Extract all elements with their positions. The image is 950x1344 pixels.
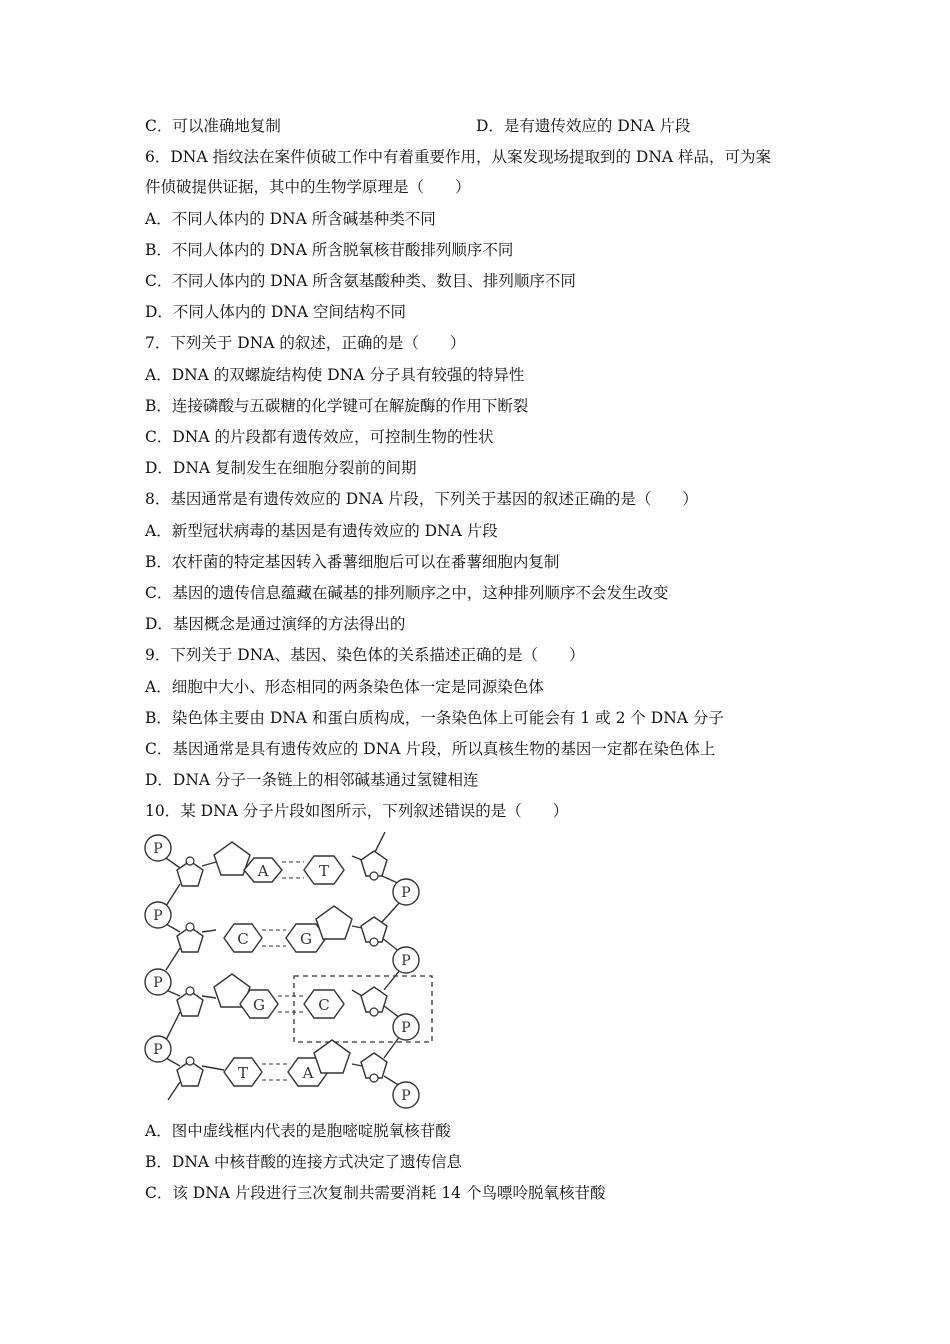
q9-stem: 9．下列关于 DNA、基因、染色体的关系描述正确的是（ ）	[145, 646, 585, 664]
q6-option-c: C．不同人体内的 DNA 所含氨基酸种类、数目、排列顺序不同	[145, 272, 576, 290]
q7-stem: 7．下列关于 DNA 的叙述，正确的是（ ）	[145, 334, 466, 352]
q7-option-c: C．DNA 的片段都有遗传效应，可控制生物的性状	[145, 428, 494, 446]
phosphate-label: P	[401, 885, 411, 901]
q10-stem: 10．某 DNA 分子片段如图所示，下列叙述错误的是（ ）	[145, 802, 569, 820]
q9-option-b: B．染色体主要由 DNA 和蛋白质构成，一条染色体上可能会有 1 或 2 个 DNA 分子	[145, 709, 724, 727]
q8-option-b: B．农杆菌的特定基因转入番薯细胞后可以在番薯细胞内复制	[145, 553, 560, 571]
q10-option-b: B．DNA 中核苷酸的连接方式决定了遗传信息	[145, 1153, 463, 1171]
base-g: G	[300, 930, 312, 948]
phosphate-label: P	[153, 975, 163, 991]
q9-option-a: A．细胞中大小、形态相同的两条染色体一定是同源染色体	[145, 678, 544, 696]
phosphate-label: P	[401, 1020, 411, 1036]
phosphate-label: P	[401, 953, 411, 969]
nucleotide-pair-4	[177, 1040, 387, 1086]
phosphate-label: P	[153, 1042, 163, 1058]
phosphate-label: P	[153, 908, 163, 924]
q8-option-d: D．基因概念是通过演绎的方法得出的	[145, 615, 406, 633]
base-a: A	[302, 1064, 314, 1082]
q5-option-c: C．可以准确地复制	[145, 117, 281, 135]
dna-structure-diagram	[140, 832, 440, 1110]
q6-stem-line2: 件侦破提供证据，其中的生物学原理是（ ）	[145, 178, 471, 196]
phosphate-label: P	[153, 841, 163, 857]
q8-option-a: A．新型冠状病毒的基因是有遗传效应的 DNA 片段	[145, 522, 498, 540]
base-c: C	[318, 996, 330, 1014]
q7-option-a: A．DNA 的双螺旋结构使 DNA 分子具有较强的特异性	[145, 366, 525, 384]
nucleotide-pair-2	[177, 906, 387, 952]
q7-option-b: B．连接磷酸与五碳糖的化学键可在解旋酶的作用下断裂	[145, 397, 529, 415]
base-a: A	[257, 862, 269, 880]
sugar-base-links	[202, 856, 362, 1070]
base-t: T	[318, 862, 330, 880]
q7-option-d: D．DNA 复制发生在细胞分裂前的间期	[145, 459, 417, 477]
q8-stem: 8．基因通常是有遗传效应的 DNA 片段，下列关于基因的叙述正确的是（ ）	[145, 490, 698, 508]
q6-option-d: D．不同人体内的 DNA 空间结构不同	[145, 303, 406, 321]
q10-option-a: A．图中虚线框内代表的是胞嘧啶脱氧核苷酸	[145, 1122, 451, 1140]
q6-option-b: B．不同人体内的 DNA 所含脱氧核苷酸排列顺序不同	[145, 241, 514, 259]
base-t: T	[237, 1064, 249, 1082]
base-g: G	[253, 996, 265, 1014]
phosphate-label: P	[401, 1088, 411, 1104]
q10-option-c: C．该 DNA 片段进行三次复制共需要消耗 14 个鸟嘌呤脱氧核苷酸	[145, 1184, 606, 1202]
base-c: C	[237, 930, 249, 948]
q5-option-d: D．是有遗传效应的 DNA 片段	[476, 117, 691, 135]
q9-option-d: D．DNA 分子一条链上的相邻碱基通过氢键相连	[145, 771, 479, 789]
q9-option-c: C．基因通常是具有遗传效应的 DNA 片段，所以真核生物的基因一定都在染色体上	[145, 740, 716, 758]
q6-stem-line1: 6．DNA 指纹法在案件侦破工作中有着重要作用，从案发现场提取到的 DNA 样品，可为案	[145, 148, 772, 166]
q6-option-a: A．不同人体内的 DNA 所含碱基种类不同	[145, 210, 436, 228]
q8-option-c: C．基因的遗传信息蕴藏在碱基的排列顺序之中，这种排列顺序不会发生改变	[145, 584, 669, 602]
